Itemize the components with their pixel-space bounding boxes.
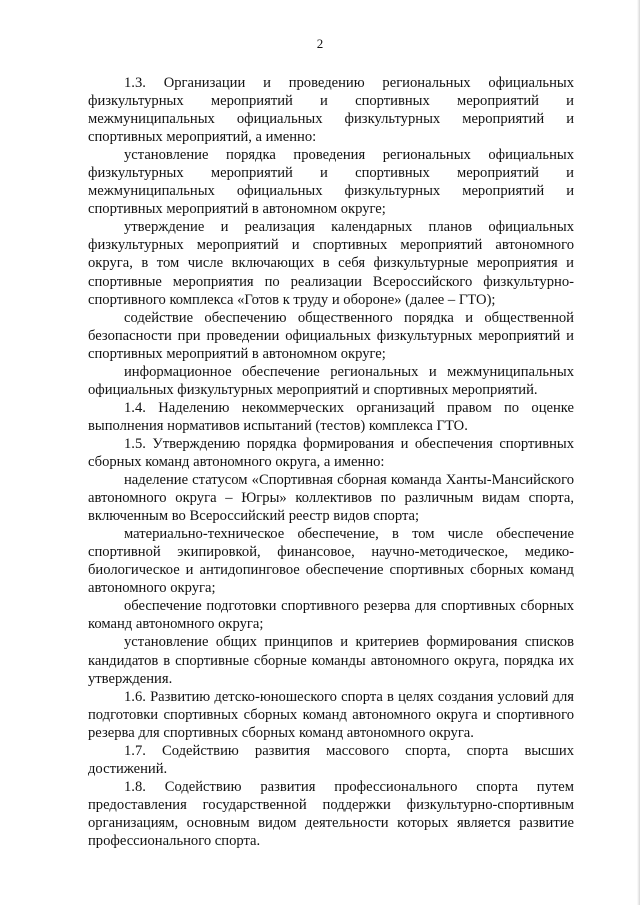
paragraph-1-3: 1.3. Организации и проведению региональных официальных физкультурных мероприятий и спортивных мероприятий и межмуниципальных официальных физкультурных мероприятий и спортивных мероприятий, а именно: (88, 75, 574, 146)
paragraph-team-status: наделение статусом «Спортивная сборная команда Ханты-Мансийского автономного округа – Югры» коллективов по различным видам спорта, включенным во Всероссийский реестр видов спорта; (88, 472, 574, 525)
paragraph-1-8: 1.8. Содействию развития профессионального спорта путем предоставления государственной поддержки физкультурно-спортивным организациям, основным видом деятельности которых является развитие профессионального спорта. (88, 778, 574, 849)
paragraph-information-support: информационное обеспечение региональных и межмуниципальных официальных физкультурных мероприятий и спортивных мероприятий. (88, 363, 574, 398)
paragraph-1-5: 1.5. Утверждению порядка формирования и обеспечения спортивных сборных команд автономного округа, а именно: (88, 435, 574, 470)
paragraph-material-support: материально-техническое обеспечение, в том числе обеспечение спортивной экипировкой, финансовое, научно-методическое, медико-биологическое и антидопинговое обеспечение спортивных сборных команд автономного округа; (88, 526, 574, 597)
paragraph-public-order: содействие обеспечению общественного порядка и общественной безопасности при проведении официальных физкультурных мероприятий и спортивных мероприятий в автономном округе; (88, 309, 574, 362)
paragraph-selection-criteria: установление общих принципов и критериев формирования списков кандидатов в спортивные сборные команды автономного округа, порядка их утверждения. (88, 634, 574, 687)
paragraph-establishment-order: установление порядка проведения региональных официальных физкультурных мероприятий и спортивных мероприятий и межмуниципальных официальных физкультурных мероприятий и спортивных мероприятий в автономном округе; (88, 147, 574, 218)
paragraph-1-6: 1.6. Развитию детско-юношеского спорта в целях создания условий для подготовки спортивных сборных команд автономного округа и спортивного резерва для спортивных сборных команд автономного округа. (88, 688, 574, 741)
paragraph-1-4: 1.4. Наделению некоммерческих организаций правом по оценке выполнения нормативов испытаний (тестов) комплекса ГТО. (88, 399, 574, 434)
paragraph-reserve-training: обеспечение подготовки спортивного резерва для спортивных сборных команд автономного округа; (88, 598, 574, 633)
paragraph-1-7: 1.7. Содействию развития массового спорта, спорта высших достижений. (88, 742, 574, 777)
paragraph-calendar-plans: утверждение и реализация календарных планов официальных физкультурных мероприятий и спортивных мероприятий автономного округа, в том числе включающих в себя физкультурные мероприятия и спортивные мероприятия по реализации Всероссийского физкультурно-спортивного комплекса «Готов к труду и обороне» (далее – ГТО); (88, 219, 574, 308)
page-number: 2 (316, 36, 324, 51)
document-body (88, 74, 574, 850)
